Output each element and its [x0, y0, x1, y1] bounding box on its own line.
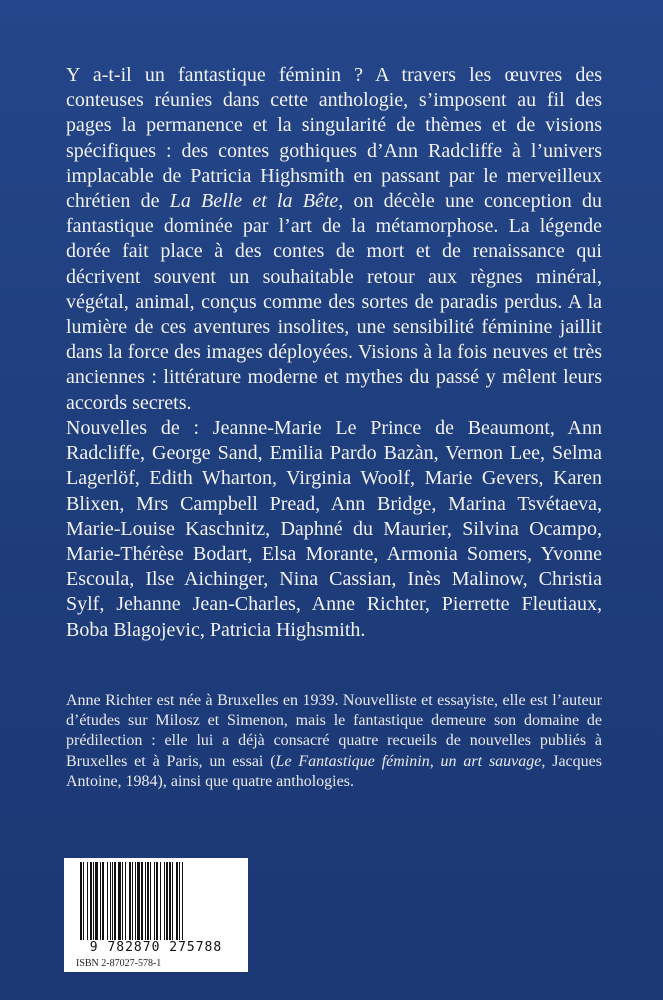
barcode-label: [64, 858, 248, 972]
author-bio: [66, 691, 602, 792]
blurb-title-italic: La Belle et la Bête: [169, 190, 339, 213]
blurb-text-start: Y a-t-il un fantastique féminin ? A travers les œuvres des conteuses réunies dans cette anthologie, s’imposent au fil des pages la permanence et la singularité de thèmes et de visions spécifiques : des contes gothiques d’Ann Radcliffe à l’univers implacable de Patricia Highsmith en passant par le merveilleux chrétien de: [66, 64, 602, 213]
bio-text-end: , Jacques Antoine, 1984), ainsi que quatre anthologies.: [66, 752, 602, 790]
blurb-paragraph: [66, 63, 602, 416]
isbn-number: ISBN 2-87027-578-1: [76, 958, 162, 969]
blurb-text-end: , on décèle une conception du fantastique dominée par l’art de la métamorphose. La légende dorée fait place à des contes de mort et de renaissance qui décrivent souvent un souhaitable retour aux règnes minéral, végétal, animal, conçus comme des sortes de paradis perdus. A la lumière de ces aventures insolites, une sensibilité féminine jaillit dans la force des images déployées. Visions à la fois neuves et très anciennes : littérature moderne et mythes du passé y mêlent leurs accords secrets.: [66, 190, 602, 414]
barcode-digits: 9 782870 275788: [89, 940, 223, 955]
barcode-icon: [80, 862, 232, 940]
authors-list: Nouvelles de : Jeanne-Marie Le Prince de Beaumont, Ann Radcliffe, George Sand, Emilia Pardo Bazàn, Vernon Lee, Selma Lagerlöf, Edith Wharton, Virginia Woolf, Marie Gevers, Karen Blixen, Mrs Campbell Pread, Ann Bridge, Marina Tsvétaeva, Marie-Louise Kaschnitz, Daphné du Maurier, Silvina Ocampo, Marie-Thérèse Bodart, Elsa Morante, Armonia Somers, Yvonne Escoula, Ilse Aichinger, Nina Cassian, Inès Malinow, Christia Sylf, Jehanne Jean-Charles, Anne Richter, Pierrette Fleutiaux, Boba Blagojevic, Patricia Highsmith.: [66, 417, 602, 641]
bio-book-title-italic: Le Fantastique féminin, un art sauvage: [275, 752, 542, 770]
bio-text-start: Anne Richter est née à Bruxelles en 1939. Nouvelliste et essayiste, elle est l’auteur d’études sur Milosz et Simenon, mais le fantastique demeure son domaine de prédilection : elle lui a déjà consacré quatre recueils de nouvelles publiés à Bruxelles et à Paris, un essai (: [66, 692, 602, 770]
